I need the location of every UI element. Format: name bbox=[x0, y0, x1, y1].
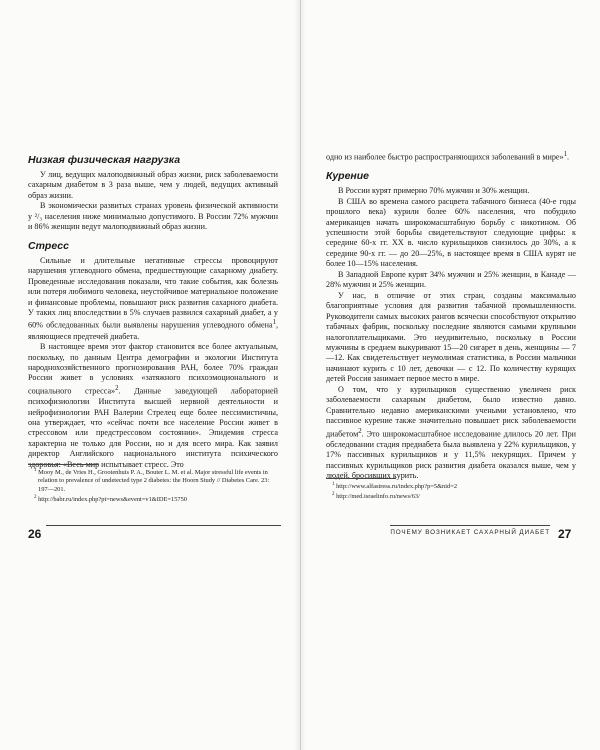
left-page-body bbox=[28, 152, 278, 470]
left-footnotes bbox=[28, 464, 278, 504]
paragraph: В Западной Европе курят 34% мужчин и 25% женщин, в Канаде — 28% мужчин и 25% женщин. bbox=[326, 269, 576, 290]
heading-smoking: Курение bbox=[326, 170, 370, 183]
footer-rule bbox=[46, 525, 281, 526]
paragraph: В России курят примерно 70% мужчин и 30% женщин. bbox=[338, 186, 530, 196]
footnote-2[interactable]: $^2$ http://babr.ru/index.php?pt=news&event=v1&IDE=15750 bbox=[34, 494, 187, 503]
footnote-ref[interactable]: 1 bbox=[563, 151, 567, 158]
paragraph: У лиц, ведущих малоподвижный образ жизни, риск заболеваемости сахарным диабетом в 3 раза выше, чем у людей, ведущих активный образ жизни. bbox=[28, 170, 278, 200]
footnote-ref[interactable]: 1 bbox=[272, 319, 276, 327]
paragraph: В экономически развитых странах уровень физической активности у ²/₃ населения ниже минимально допустимого. В России 72% мужчин и 86% женщин ведут малоподвижный образ жизни. bbox=[28, 201, 278, 232]
footnote-2[interactable]: $^2$ http://med.israelinfo.ru/news/63/ bbox=[332, 492, 420, 501]
footnote-divider bbox=[28, 464, 98, 465]
heading-stress: Стресс bbox=[28, 239, 69, 252]
footnote-1[interactable]: $^1$ http://www.alfastress.ru/index.php?p=5&nid=2 bbox=[332, 482, 458, 491]
footnote-1: $^1$ Mooy M., de Vries H., Grootenhuis P. A., Bouter L. M. et al. Major stressful life events in relation to prevalence of undetected type 2 diabetes: the Hoorn Study // Diabetes Care. 23: 197—201. bbox=[34, 468, 270, 493]
paragraph: Сильные и длительные негативные стрессы провоцируют нарушения углеводного обмена, предшествующие сахарному диабету. Проведенные исследования показали, что такие события, как болезнь или потеря любимого человека, неустойчивое материальное положение и финансовые проблемы, повышают риск развития сахарного диабета. У таких лиц впоследствии в 5% случаев развился сахарный диабет, а у 60% обследованных были выявлены нарушения углеводного обмена$^1$, являющиеся предтечей диабета. bbox=[28, 255, 278, 341]
footnote-ref[interactable]: 2 bbox=[115, 384, 119, 392]
footnote-ref[interactable]: 2 bbox=[358, 427, 362, 435]
footnote-divider bbox=[326, 478, 396, 479]
running-head: ПОЧЕМУ ВОЗНИКАЕТ САХАРНЫЙ ДИАБЕТ bbox=[390, 525, 550, 536]
paragraph: О том, что у курильщиков существенно увеличен риск заболеваемости сахарным диабетом, было известно давно. Сравнительно недавно американскими учеными установлено, что пассивное курение также значительно повышает риск заболеваемости диабетом$^2$. Это широкомасштабное исследование длилось 20 лет. При обследовании стадия предиабета была выявлена у 22% курильщиков, у 17% пассивных курильщиков и у 11,5% некурящих. Причем у пассивных курильщиков риск развития диабета оказался выше, чем у людей, бросивших курить. bbox=[326, 384, 576, 481]
paragraph-continued: одно из наиболее быстро распространяющихся заболеваний в мире»$^1$. bbox=[326, 151, 570, 162]
page-number-left: 26 bbox=[28, 527, 42, 541]
page-number-right: 27 bbox=[558, 527, 572, 541]
right-footnotes bbox=[326, 478, 576, 502]
book-gutter bbox=[294, 0, 306, 750]
heading-low-physical-activity: Низкая физическая нагрузка bbox=[28, 154, 181, 166]
paragraph: У нас, в отличие от этих стран, созданы максимально благоприятные условия для развития табачной промышленности. Руководители самых высоких рангов всячески способствуют открытию табачных фабрик, поскольку последние являются самыми крупными налогоплательщиками. Это неудивительно, поскольку в России мужчины в среднем выкуривают 15—20 сигарет в день, женщины — 7—12. Как свидетельствует неумолимая статистика, в России мальчики начинают курить с 10 лет, девочки — с 12. По количеству курящих детей Россия занимает первое место в мире. bbox=[326, 290, 576, 384]
fraction: ²/₃ bbox=[34, 211, 43, 221]
paragraph: В настоящее время этот фактор становится все более актуальным, поскольку, по данным Центра демографии и экологии Института народнохозяйственного прогнозирования РАН, более 70% граждан России живет в условиях «затяжного психоэмоционального и социального стресса»$^2$. Данные заведующей лабораторией психофизиологии Института высшей нервной деятельности и нейрофизиологии РАН Валерии Стрелец еще более пессимистичны, она утверждает, что «сейчас почти все население России живет в стрессовом или предстрессовом состоянии». Эпидемия стресса характерна не только для России, но и для всего мира. Как заявил директор Английского национального института психического здоровья: «Весь мир испытывает стресс. Это bbox=[28, 342, 278, 469]
paragraph: В США во времена самого расцвета табачного бизнеса (40-е годы прошлого века) курили более 60% населения, что побудило американцев начать широкомасштабную борьбу с никотином. Об успешности этой борьбы свидетельствуют следующие цифры: к середине 60-х гг. XX в. число курильщиков снизилось до 30%, а к середине 90-х гг. — до 20—25%, в настоящее время в США курят не более 10—15% населения. bbox=[326, 196, 576, 269]
right-page-body bbox=[326, 150, 576, 482]
